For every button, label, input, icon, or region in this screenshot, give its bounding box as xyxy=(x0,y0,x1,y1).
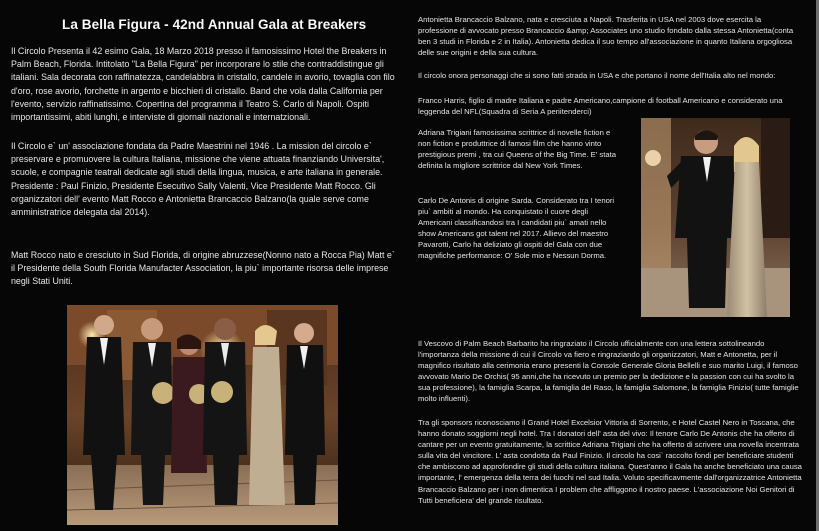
intro-paragraph: Il Circolo Presenta il 42 esimo Gala, 18 Marzo 2018 presso il famosissimo Hotel the Breakers in Palm Beach, Florida. Intitolato "La Bella Figura" per incorporare lo stile che contraddistingue gli italiani. Sala decorata con raffinatezza, candelabbra in cristallo, candele in avorio, tovaglia con filo d'oro, rose avorio, forchette in argento e bicchieri di cristallo. Band che vola dalla California per l'evento, servizio raffinatissimo. Copertina del programma il Teatro S. Carlo di Napoli. Ospiti importantissimi, abiti lunghi, e interviste di giornali nazionali e internatzionali. xyxy=(11,46,395,123)
sponsors-paragraph: Tra gli sponsors riconosciamo il Grand Hotel Excelsior Vittoria di Sorrento, e Hotel Castel Nero in Toscana, che hanno donato soggiorni negli hotel. Tra I donatori dell' asta del vivo: Il tenore Carlo De Antonis che ha offerto di cantare per un evento gratuitamente, la scrittice Adriana Trigiani che ha offerto di scrivere una novella incentrata sulla vita del vincitore. L' asta condotta da Paul Finizio. Il circolo ha cosi` raccolto fondi per beneficiare studenti che ambiscono ad approfondire gli studi della cultura italiana. Quest'anno il Gala ha anche beneficiato una causa importante, l' emergenza della terra dei fuochi nel sud Italia. Voluto specificavmente dall'organizzatrice Antonietta Brancaccio Balzano per i non dimentica I problem che affliggono il nostro paese. L'associazione Noi Genitori di Tutti beneficiera' del grande risultato. xyxy=(418,418,802,505)
adriana-trigiani-paragraph: Adriana Trigiani famosissima scrittrice di novelle fiction e non fiction e produttrice di famosi film che hanno vinto prestigious premi , tra cui Queens of the Big Time. E' stata definita la migliore scrittrice dal New York Times. xyxy=(418,128,617,171)
article-title: La Bella Figura - 42nd Annual Gala at Breakers xyxy=(62,17,367,32)
about-paragraph: Il Circolo e` un' associazione fondata da Padre Maestrini nel 1946 . La mission del circolo e` preservare e promuovere la cultura Italiana, missione che viene attuata finanziando Universita', scuole, e compagnie teatrali dedicate agli studi della lingua, musica, e arte italiana in generale. Presidente : Paul Finizio, Presidente Esecutivo Sally Valenti, Vice Presidente Matt Rocco. Gli organizzatori dell' evento Matt Rocco e Antonietta Brancaccio Balzano(la quale serve come amministratrice delegata dal 2014). xyxy=(11,141,385,218)
franco-harris-paragraph: Franco Harris, figlio di madre Italiana e padre Americano,campione di football Americano e considerato una leggenda del NFL(Squadra di Seria A periitenderci) xyxy=(418,96,783,117)
honors-paragraph: Il circolo onora personaggi che si sono fatti strada in USA e che portano il nome dell'Italia alto nel mondo: xyxy=(418,71,776,80)
group-photo xyxy=(67,305,338,525)
matt-rocco-paragraph: Matt Rocco nato e cresciuto in Sud Florida, di origine abruzzese(Nonno nato a Rocca Pia) Matt e` il Presidente della South Florida Manufacter Association, la piu` importante risorsa delle imprese negli Stati Uniti. xyxy=(11,250,395,287)
vescovo-paragraph: Il Vescovo di Palm Beach Barbarito ha ringraziato il Circolo ufficialmente con una lettera sottolineando l'importanza della missione di cui il Circolo va fiero e ringraziando gli organizzatori, Matt e Antonetta, per il magnifico risultato alla cerimonia erano presenti la Console Generale Gloria Bellelli e suo marito Luigi, il famoso avvovato Mario De Orchis( 95 anni,che ha ricevuto un premio per la dedizione e la passion con cui ha svolto la sua professione), la famiglia Scarpa, la famiglia del Raso, la famiglia Salomone, la famiglia Finizio( tutte famiglie molto influenti). xyxy=(418,339,799,404)
couple-photo xyxy=(641,118,790,317)
carlo-de-antonis-paragraph: Carlo De Antonis di origine Sarda. Considerato tra I tenori piu` ambiti al mondo. Ha conquistato il cuore degli Americani classificandosi tra I candidati piu` amati nello show Americans got talent nel 2017. Allievo del maestro Pavarotti, Carlo ha deliziato gli ospiti del Gala con due magnifiche performance: O' Sole mio e Nessun Dorma. xyxy=(418,196,615,261)
antonietta-paragraph: Antonietta Brancaccio Balzano, nata e cresciuta a Napoli. Trasferita in USA nel 2003 dove esercita la professione di avvocato presso Brancaccio &amp; Associates uno studio fondato dalla stessa Antonietta(conta ben 3 studi in Florida e 2 in Italia). Antonietta dedica il suo tempo all'associazione in quanto Italiana orgogliosa delle sue origini e della sua cultura. xyxy=(418,15,794,58)
